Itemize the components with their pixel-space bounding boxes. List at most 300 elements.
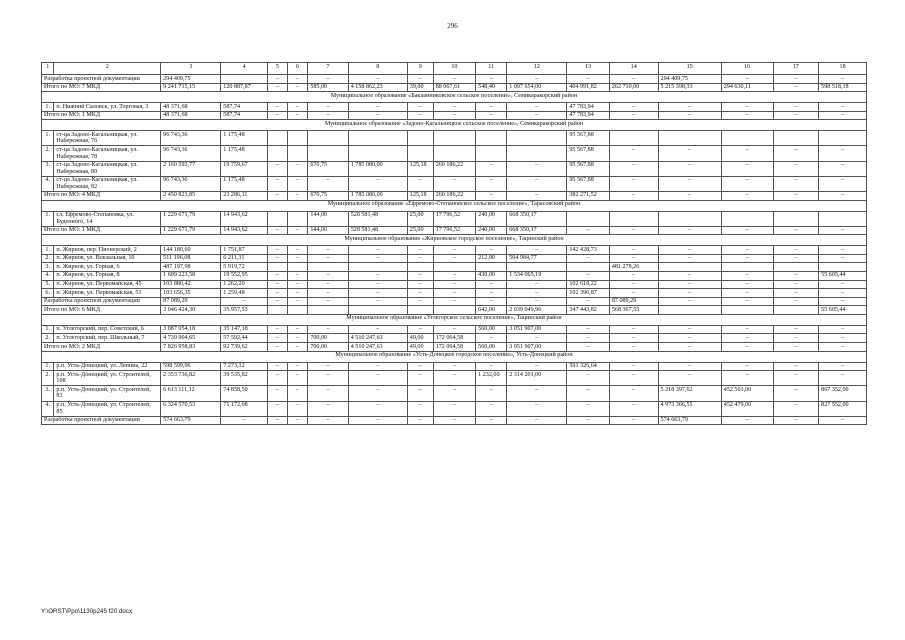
table-row [42, 334, 867, 343]
value-cell: 3 046 424,30 [161, 306, 221, 315]
value-cell: – [267, 83, 287, 92]
value-cell: – [819, 297, 867, 306]
value-cell [819, 131, 867, 146]
value-cell: – [267, 343, 287, 352]
value-cell: – [348, 103, 407, 112]
value-cell: 96 743,36 [161, 131, 221, 146]
value-cell: – [348, 386, 407, 401]
value-cell [287, 211, 308, 226]
value-cell [308, 131, 348, 146]
row-number: 5. [42, 280, 54, 289]
row-number: 1. [42, 246, 54, 255]
value-cell: – [287, 83, 308, 92]
value-cell: – [267, 191, 287, 200]
value-cell: – [567, 401, 609, 416]
value-cell: – [287, 362, 308, 371]
subtotal-row [42, 343, 867, 352]
table-row [42, 325, 867, 334]
value-cell [267, 146, 287, 161]
value-cell: 574 663,79 [161, 416, 221, 425]
value-cell: – [721, 371, 773, 386]
value-cell: – [819, 226, 867, 235]
table-row [42, 401, 867, 416]
subtotal-row [42, 226, 867, 235]
value-cell: – [348, 401, 407, 416]
value-cell: 23 286,11 [221, 191, 268, 200]
municipality-section-row [42, 120, 867, 131]
value-cell: 294 409,75 [161, 75, 221, 84]
subtotal-row [42, 83, 867, 92]
value-cell [658, 211, 721, 226]
address-cell: ст-ца Задоно-Кагальницкая, ул. Набережная, 78 [54, 146, 161, 161]
value-cell: 481 278,26 [609, 263, 658, 272]
row-label: Разработка проектной документации [42, 416, 161, 425]
value-cell: – [287, 289, 308, 298]
value-cell: 103 656,35 [161, 289, 221, 298]
value-cell: – [507, 401, 567, 416]
value-cell: 39,00 [407, 83, 433, 92]
value-cell: – [773, 325, 819, 334]
value-cell: 3 051 907,00 [507, 343, 567, 352]
value-cell: 528 581,48 [348, 211, 407, 226]
value-cell: – [658, 161, 721, 176]
municipality-section-row [42, 235, 867, 246]
value-cell: – [567, 271, 609, 280]
value-cell: 74 858,50 [221, 386, 268, 401]
value-cell: 487 197,98 [161, 263, 221, 272]
row-number: 1. [42, 211, 54, 226]
value-cell: 642,00 [476, 306, 507, 315]
value-cell: 5 215 398,33 [658, 83, 721, 92]
value-cell: 1 097 654,00 [507, 83, 567, 92]
value-cell [721, 131, 773, 146]
value-cell: – [407, 297, 433, 306]
value-cell: – [433, 362, 475, 371]
value-cell: 347 443,82 [567, 306, 609, 315]
value-cell: 96 743,36 [161, 176, 221, 191]
value-cell: – [773, 297, 819, 306]
value-cell [476, 263, 507, 272]
table-row [42, 289, 867, 298]
value-cell: – [507, 161, 567, 176]
subtotal-row [42, 111, 867, 120]
value-cell: – [433, 280, 475, 289]
value-cell: – [287, 246, 308, 255]
value-cell: – [609, 176, 658, 191]
value-cell: – [287, 254, 308, 263]
value-cell: – [407, 271, 433, 280]
value-cell: – [348, 75, 407, 84]
value-cell [267, 306, 287, 315]
value-cell: 598 599,96 [161, 362, 221, 371]
value-cell: – [773, 280, 819, 289]
value-cell: – [308, 280, 348, 289]
municipality-section-row [42, 351, 867, 362]
value-cell: – [476, 246, 507, 255]
value-cell: – [267, 416, 287, 425]
value-cell: – [287, 325, 308, 334]
value-cell: – [773, 401, 819, 416]
value-cell: – [567, 371, 609, 386]
value-cell: 25,00 [407, 211, 433, 226]
value-cell: – [287, 191, 308, 200]
value-cell: 598 518,18 [819, 83, 867, 92]
value-cell: – [348, 254, 407, 263]
value-cell: – [773, 161, 819, 176]
value-cell: 382 271,52 [567, 191, 609, 200]
value-cell: – [721, 75, 773, 84]
value-cell: – [819, 75, 867, 84]
value-cell: – [407, 280, 433, 289]
value-cell [773, 211, 819, 226]
value-cell: – [287, 176, 308, 191]
subtotal-row [42, 191, 867, 200]
value-cell [407, 306, 433, 315]
value-cell: – [407, 176, 433, 191]
value-cell: 1 785 080,00 [348, 191, 407, 200]
value-cell: 1 785 080,00 [348, 161, 407, 176]
value-cell: 19 759,67 [221, 161, 268, 176]
value-cell: 35 147,18 [221, 325, 268, 334]
value-cell: 4 510 247,63 [348, 343, 407, 352]
value-cell: – [658, 191, 721, 200]
value-cell: – [721, 226, 773, 235]
value-cell: – [287, 401, 308, 416]
table-row [42, 271, 867, 280]
value-cell: – [507, 334, 567, 343]
value-cell: – [433, 246, 475, 255]
value-cell: – [773, 343, 819, 352]
value-cell: – [433, 416, 475, 425]
value-cell: – [476, 401, 507, 416]
value-cell: 1 229 671,79 [161, 211, 221, 226]
value-cell: – [773, 146, 819, 161]
value-cell: 1 175,48 [221, 146, 268, 161]
value-cell: – [407, 362, 433, 371]
value-cell: – [507, 289, 567, 298]
value-cell [267, 263, 287, 272]
table-row [42, 75, 867, 84]
value-cell: 668 350,17 [507, 211, 567, 226]
value-cell: 2 353 736,82 [161, 371, 221, 386]
value-cell: – [267, 325, 287, 334]
value-cell: – [476, 111, 507, 120]
value-cell [407, 146, 433, 161]
value-cell: 5 919,72 [221, 263, 268, 272]
value-cell [476, 146, 507, 161]
value-cell: – [609, 289, 658, 298]
value-cell: – [773, 271, 819, 280]
address-cell: п. Углегорский, пер. Советский, 6 [54, 325, 161, 334]
value-cell: 3 087 054,18 [161, 325, 221, 334]
value-cell [609, 211, 658, 226]
value-cell: 212,00 [476, 254, 507, 263]
value-cell: 39 535,82 [221, 371, 268, 386]
column-number: 1 [42, 63, 54, 75]
value-cell: 172 064,58 [433, 334, 475, 343]
municipality-title: Муниципальное образование «Углегорское сельское поселение», Тацинский район [42, 314, 867, 325]
value-cell: 1 262,20 [221, 280, 268, 289]
value-cell: – [567, 297, 609, 306]
value-cell: 260 186,22 [433, 191, 475, 200]
address-cell: ст-ца Задоно-Кагальницкая, ул. Набережная, 80 [54, 161, 161, 176]
value-cell [567, 263, 609, 272]
address-cell: ст-ца Задоно-Кагальницкая, ул. Набережная, 76 [54, 131, 161, 146]
value-cell: – [658, 289, 721, 298]
value-cell: – [348, 271, 407, 280]
value-cell: – [721, 334, 773, 343]
value-cell: – [433, 111, 475, 120]
value-cell: 587,74 [221, 111, 268, 120]
value-cell: – [308, 362, 348, 371]
value-cell: – [773, 416, 819, 425]
value-cell: – [819, 343, 867, 352]
value-cell: – [609, 254, 658, 263]
value-cell: – [721, 343, 773, 352]
value-cell: 548,40 [476, 83, 507, 92]
column-number: 17 [773, 63, 819, 75]
value-cell: 668 350,17 [507, 226, 567, 235]
value-cell [407, 263, 433, 272]
value-cell: – [407, 111, 433, 120]
value-cell: – [609, 191, 658, 200]
value-cell: – [287, 343, 308, 352]
value-cell: – [267, 362, 287, 371]
value-cell: – [658, 334, 721, 343]
value-cell: – [773, 226, 819, 235]
value-cell: 49,00 [407, 343, 433, 352]
value-cell: 404 991,82 [567, 83, 609, 92]
value-cell: 591 326,64 [567, 362, 609, 371]
address-cell: р.п. Усть-Донецкий, ул. Строителей, 108 [54, 371, 161, 386]
value-cell: 585,00 [308, 83, 348, 92]
column-number: 13 [567, 63, 609, 75]
value-cell: 262 710,00 [609, 83, 658, 92]
value-cell: – [658, 146, 721, 161]
row-number: 2. [42, 334, 54, 343]
value-cell: 88 067,61 [433, 83, 475, 92]
municipality-section-row [42, 92, 867, 103]
value-cell: – [609, 111, 658, 120]
value-cell: – [507, 386, 567, 401]
value-cell: 511 196,08 [161, 254, 221, 263]
value-cell: – [507, 176, 567, 191]
value-cell: – [433, 289, 475, 298]
column-number-row [42, 63, 867, 75]
value-cell: 6 211,31 [221, 254, 268, 263]
value-cell: – [773, 334, 819, 343]
column-number: 6 [287, 63, 308, 75]
value-cell: – [819, 362, 867, 371]
value-cell: – [348, 362, 407, 371]
value-cell: 6 324 570,53 [161, 401, 221, 416]
address-cell: р.п. Усть-Донецкий, ул. Строителей, 83 [54, 386, 161, 401]
value-cell: – [773, 111, 819, 120]
address-cell: п. Жирнов, ул. Вокзальная, 10 [54, 254, 161, 263]
value-cell: 102 618,22 [567, 280, 609, 289]
value-cell: 4 973 366,55 [658, 401, 721, 416]
value-cell: 670,75 [308, 161, 348, 176]
value-cell: 3 051 907,00 [507, 325, 567, 334]
value-cell: – [507, 103, 567, 112]
value-cell: – [507, 297, 567, 306]
value-cell: – [658, 297, 721, 306]
column-number: 12 [507, 63, 567, 75]
municipality-title: Муниципальное образование «Ефремово-Степановское сельское поселение», Тарасовский район [42, 200, 867, 211]
table-row [42, 280, 867, 289]
value-cell: – [609, 75, 658, 84]
column-number: 9 [407, 63, 433, 75]
value-cell: 95 567,88 [567, 161, 609, 176]
value-cell [507, 131, 567, 146]
value-cell: 700,00 [308, 334, 348, 343]
value-cell [658, 131, 721, 146]
value-cell: – [348, 246, 407, 255]
address-cell: ст-ца Задоно-Кагальницкая, ул. Набережная, 82 [54, 176, 161, 191]
value-cell: – [267, 75, 287, 84]
value-cell: 1 229 671,79 [161, 226, 221, 235]
value-cell [773, 306, 819, 315]
subtotal-label: Итого по МО: 2 МКД [42, 343, 161, 352]
value-cell: – [267, 161, 287, 176]
table-row [42, 161, 867, 176]
value-cell: 528 581,48 [348, 226, 407, 235]
value-cell: – [308, 289, 348, 298]
value-cell: – [287, 271, 308, 280]
value-cell [433, 263, 475, 272]
value-cell: 120 887,87 [221, 83, 268, 92]
value-cell: – [433, 271, 475, 280]
value-cell: – [609, 371, 658, 386]
value-cell [433, 131, 475, 146]
value-cell: – [267, 271, 287, 280]
value-cell: – [287, 334, 308, 343]
value-cell: 7 826 958,83 [161, 343, 221, 352]
value-cell: – [567, 75, 609, 84]
value-cell: – [433, 386, 475, 401]
row-number: 2. [42, 371, 54, 386]
table-row [42, 362, 867, 371]
value-cell: 47 783,94 [567, 111, 609, 120]
row-number: 1. [42, 131, 54, 146]
value-cell: 4 158 862,23 [348, 83, 407, 92]
value-cell: – [348, 371, 407, 386]
value-cell: – [267, 103, 287, 112]
value-cell: – [721, 103, 773, 112]
value-cell: – [721, 254, 773, 263]
row-number: 3. [42, 263, 54, 272]
value-cell: – [407, 246, 433, 255]
value-cell: – [721, 111, 773, 120]
value-cell: 102 396,87 [567, 289, 609, 298]
value-cell: – [407, 103, 433, 112]
value-cell: – [267, 371, 287, 386]
value-cell: 142 428,73 [567, 246, 609, 255]
value-cell: – [819, 176, 867, 191]
value-cell: – [287, 161, 308, 176]
value-cell: – [407, 416, 433, 425]
value-cell: – [658, 254, 721, 263]
value-cell: 55 605,44 [819, 271, 867, 280]
column-number: 16 [721, 63, 773, 75]
value-cell: – [609, 103, 658, 112]
value-cell: – [287, 111, 308, 120]
value-cell [348, 306, 407, 315]
table-row [42, 297, 867, 306]
value-cell: 87 089,29 [609, 297, 658, 306]
value-cell: – [819, 254, 867, 263]
value-cell: – [348, 325, 407, 334]
value-cell: 587,74 [221, 103, 268, 112]
table-row [42, 371, 867, 386]
value-cell: 103 880,42 [161, 280, 221, 289]
value-cell: – [658, 343, 721, 352]
value-cell: – [476, 289, 507, 298]
value-cell [267, 211, 287, 226]
value-cell: – [407, 75, 433, 84]
row-label: Разработка проектной документации [42, 75, 161, 84]
value-cell: – [407, 289, 433, 298]
value-cell: – [507, 280, 567, 289]
value-cell: – [819, 103, 867, 112]
row-number: 4. [42, 176, 54, 191]
value-cell [721, 211, 773, 226]
value-cell: – [476, 191, 507, 200]
value-cell: 430,00 [476, 271, 507, 280]
value-cell: – [773, 254, 819, 263]
value-cell: – [773, 176, 819, 191]
value-cell [287, 263, 308, 272]
column-number: 18 [819, 63, 867, 75]
capital-repair-table [41, 62, 867, 425]
value-cell: – [348, 111, 407, 120]
column-number: 10 [433, 63, 475, 75]
value-cell: 294 409,75 [658, 75, 721, 84]
value-cell: 48 371,68 [161, 103, 221, 112]
value-cell: – [433, 371, 475, 386]
value-cell: 48 371,68 [161, 111, 221, 120]
value-cell: 95 567,88 [567, 176, 609, 191]
value-cell: – [658, 325, 721, 334]
value-cell: – [773, 246, 819, 255]
value-cell: – [721, 161, 773, 176]
value-cell: 2 450 823,85 [161, 191, 221, 200]
value-cell: – [221, 297, 268, 306]
value-cell: 6 613 111,12 [161, 386, 221, 401]
value-cell: – [609, 416, 658, 425]
value-cell: – [433, 75, 475, 84]
value-cell: – [721, 362, 773, 371]
value-cell: – [433, 103, 475, 112]
value-cell: 700,00 [308, 343, 348, 352]
value-cell: – [658, 362, 721, 371]
value-cell: – [721, 416, 773, 425]
value-cell: 19 552,95 [221, 271, 268, 280]
value-cell [658, 263, 721, 272]
value-cell: – [507, 246, 567, 255]
value-cell: – [658, 271, 721, 280]
value-cell: – [721, 289, 773, 298]
value-cell: 14 943,62 [221, 226, 268, 235]
value-cell [433, 146, 475, 161]
value-cell: – [476, 386, 507, 401]
value-cell: – [433, 176, 475, 191]
value-cell: – [476, 103, 507, 112]
value-cell [308, 306, 348, 315]
value-cell: 125,18 [407, 191, 433, 200]
value-cell: – [308, 103, 348, 112]
municipality-section-row [42, 314, 867, 325]
